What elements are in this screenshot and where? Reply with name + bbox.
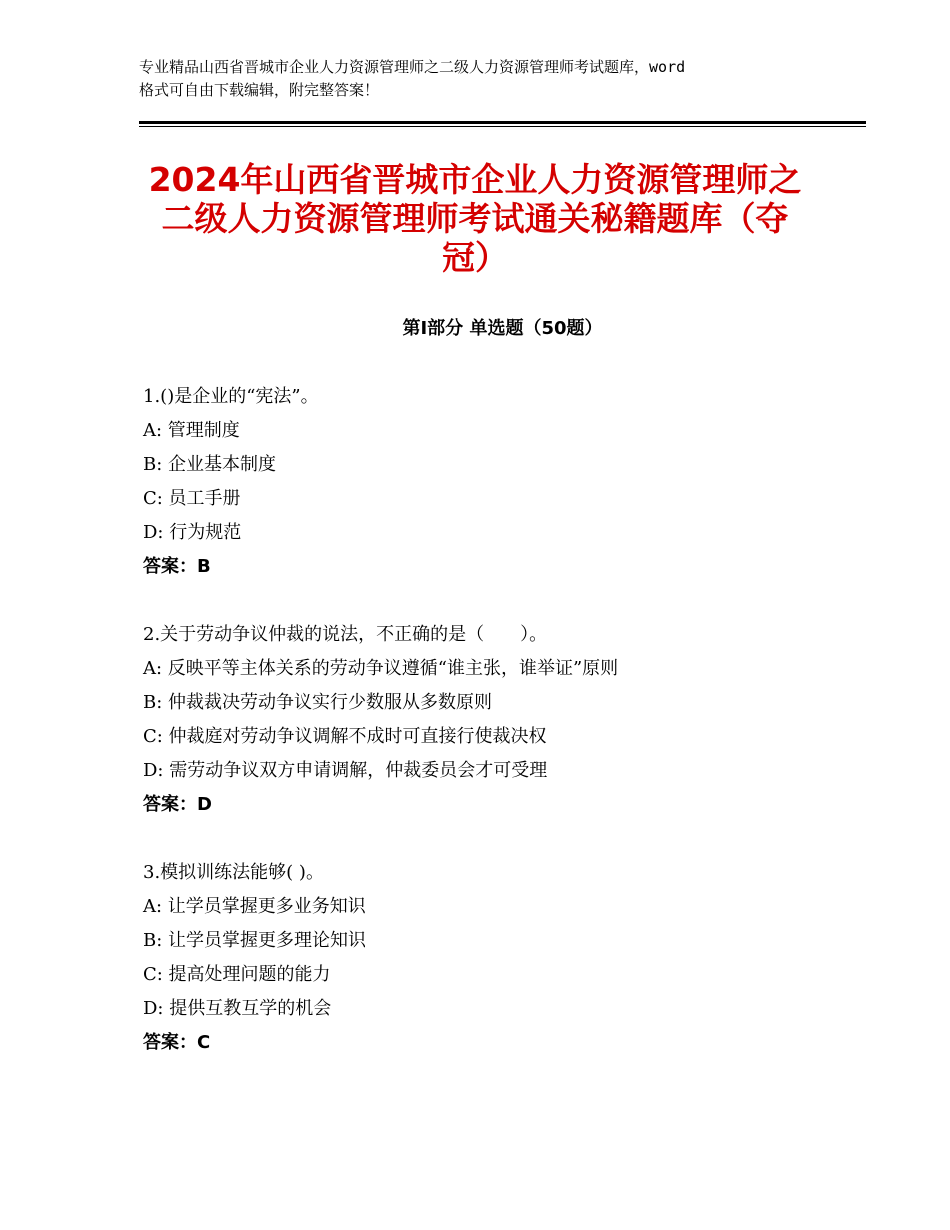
document-title [120, 160, 830, 277]
option-b: B: 仲裁裁决劳动争议实行少数服从多数原则 [143, 692, 493, 713]
question-stem: 2.关于劳动争议仲裁的说法，不正确的是（ ）。 [143, 624, 548, 645]
option-c: C: 提高处理问题的能力 [143, 964, 331, 985]
option-c: C: 仲裁庭对劳动争议调解不成时可直接行使裁决权 [143, 726, 547, 747]
header-note [139, 56, 829, 102]
header-divider-thick [139, 121, 866, 124]
option-d: D: 行为规范 [143, 522, 242, 543]
answer-label: 答案：D [143, 794, 212, 815]
option-b: B: 企业基本制度 [143, 454, 277, 475]
header-divider-thin [139, 126, 866, 127]
section-heading: 第Ⅰ部分 单选题（50题） [402, 318, 603, 339]
question-stem: 1.()是企业的“宪法”。 [143, 386, 319, 407]
header-note-line-2: 格式可自由下载编辑，附完整答案！ [139, 81, 380, 99]
document-title-line-2: 二级人力资源管理师考试通关秘籍题库（夺 [161, 199, 789, 238]
document-title-line-3: 冠） [442, 238, 508, 277]
option-c: C: 员工手册 [143, 488, 241, 509]
option-d: D: 提供互教互学的机会 [143, 998, 332, 1019]
option-a: A: 反映平等主体关系的劳动争议遵循“谁主张，谁举证”原则 [143, 658, 619, 679]
question-stem: 3.模拟训练法能够( )。 [143, 862, 324, 883]
option-b: B: 让学员掌握更多理论知识 [143, 930, 367, 951]
document-title-line-1: 2024年山西省晋城市企业人力资源管理师之 [148, 160, 802, 199]
answer-label: 答案：B [143, 556, 211, 577]
answer-label: 答案：C [143, 1032, 211, 1053]
option-a: A: 管理制度 [143, 420, 240, 441]
option-d: D: 需劳动争议双方申请调解，仲裁委员会才可受理 [143, 760, 548, 781]
option-a: A: 让学员掌握更多业务知识 [143, 896, 366, 917]
question-2 [143, 618, 843, 822]
question-1 [143, 380, 843, 584]
header-note-line-1: 专业精品山西省晋城市企业人力资源管理师之二级人力资源管理师考试题库，word [139, 58, 686, 76]
question-3 [143, 856, 843, 1060]
